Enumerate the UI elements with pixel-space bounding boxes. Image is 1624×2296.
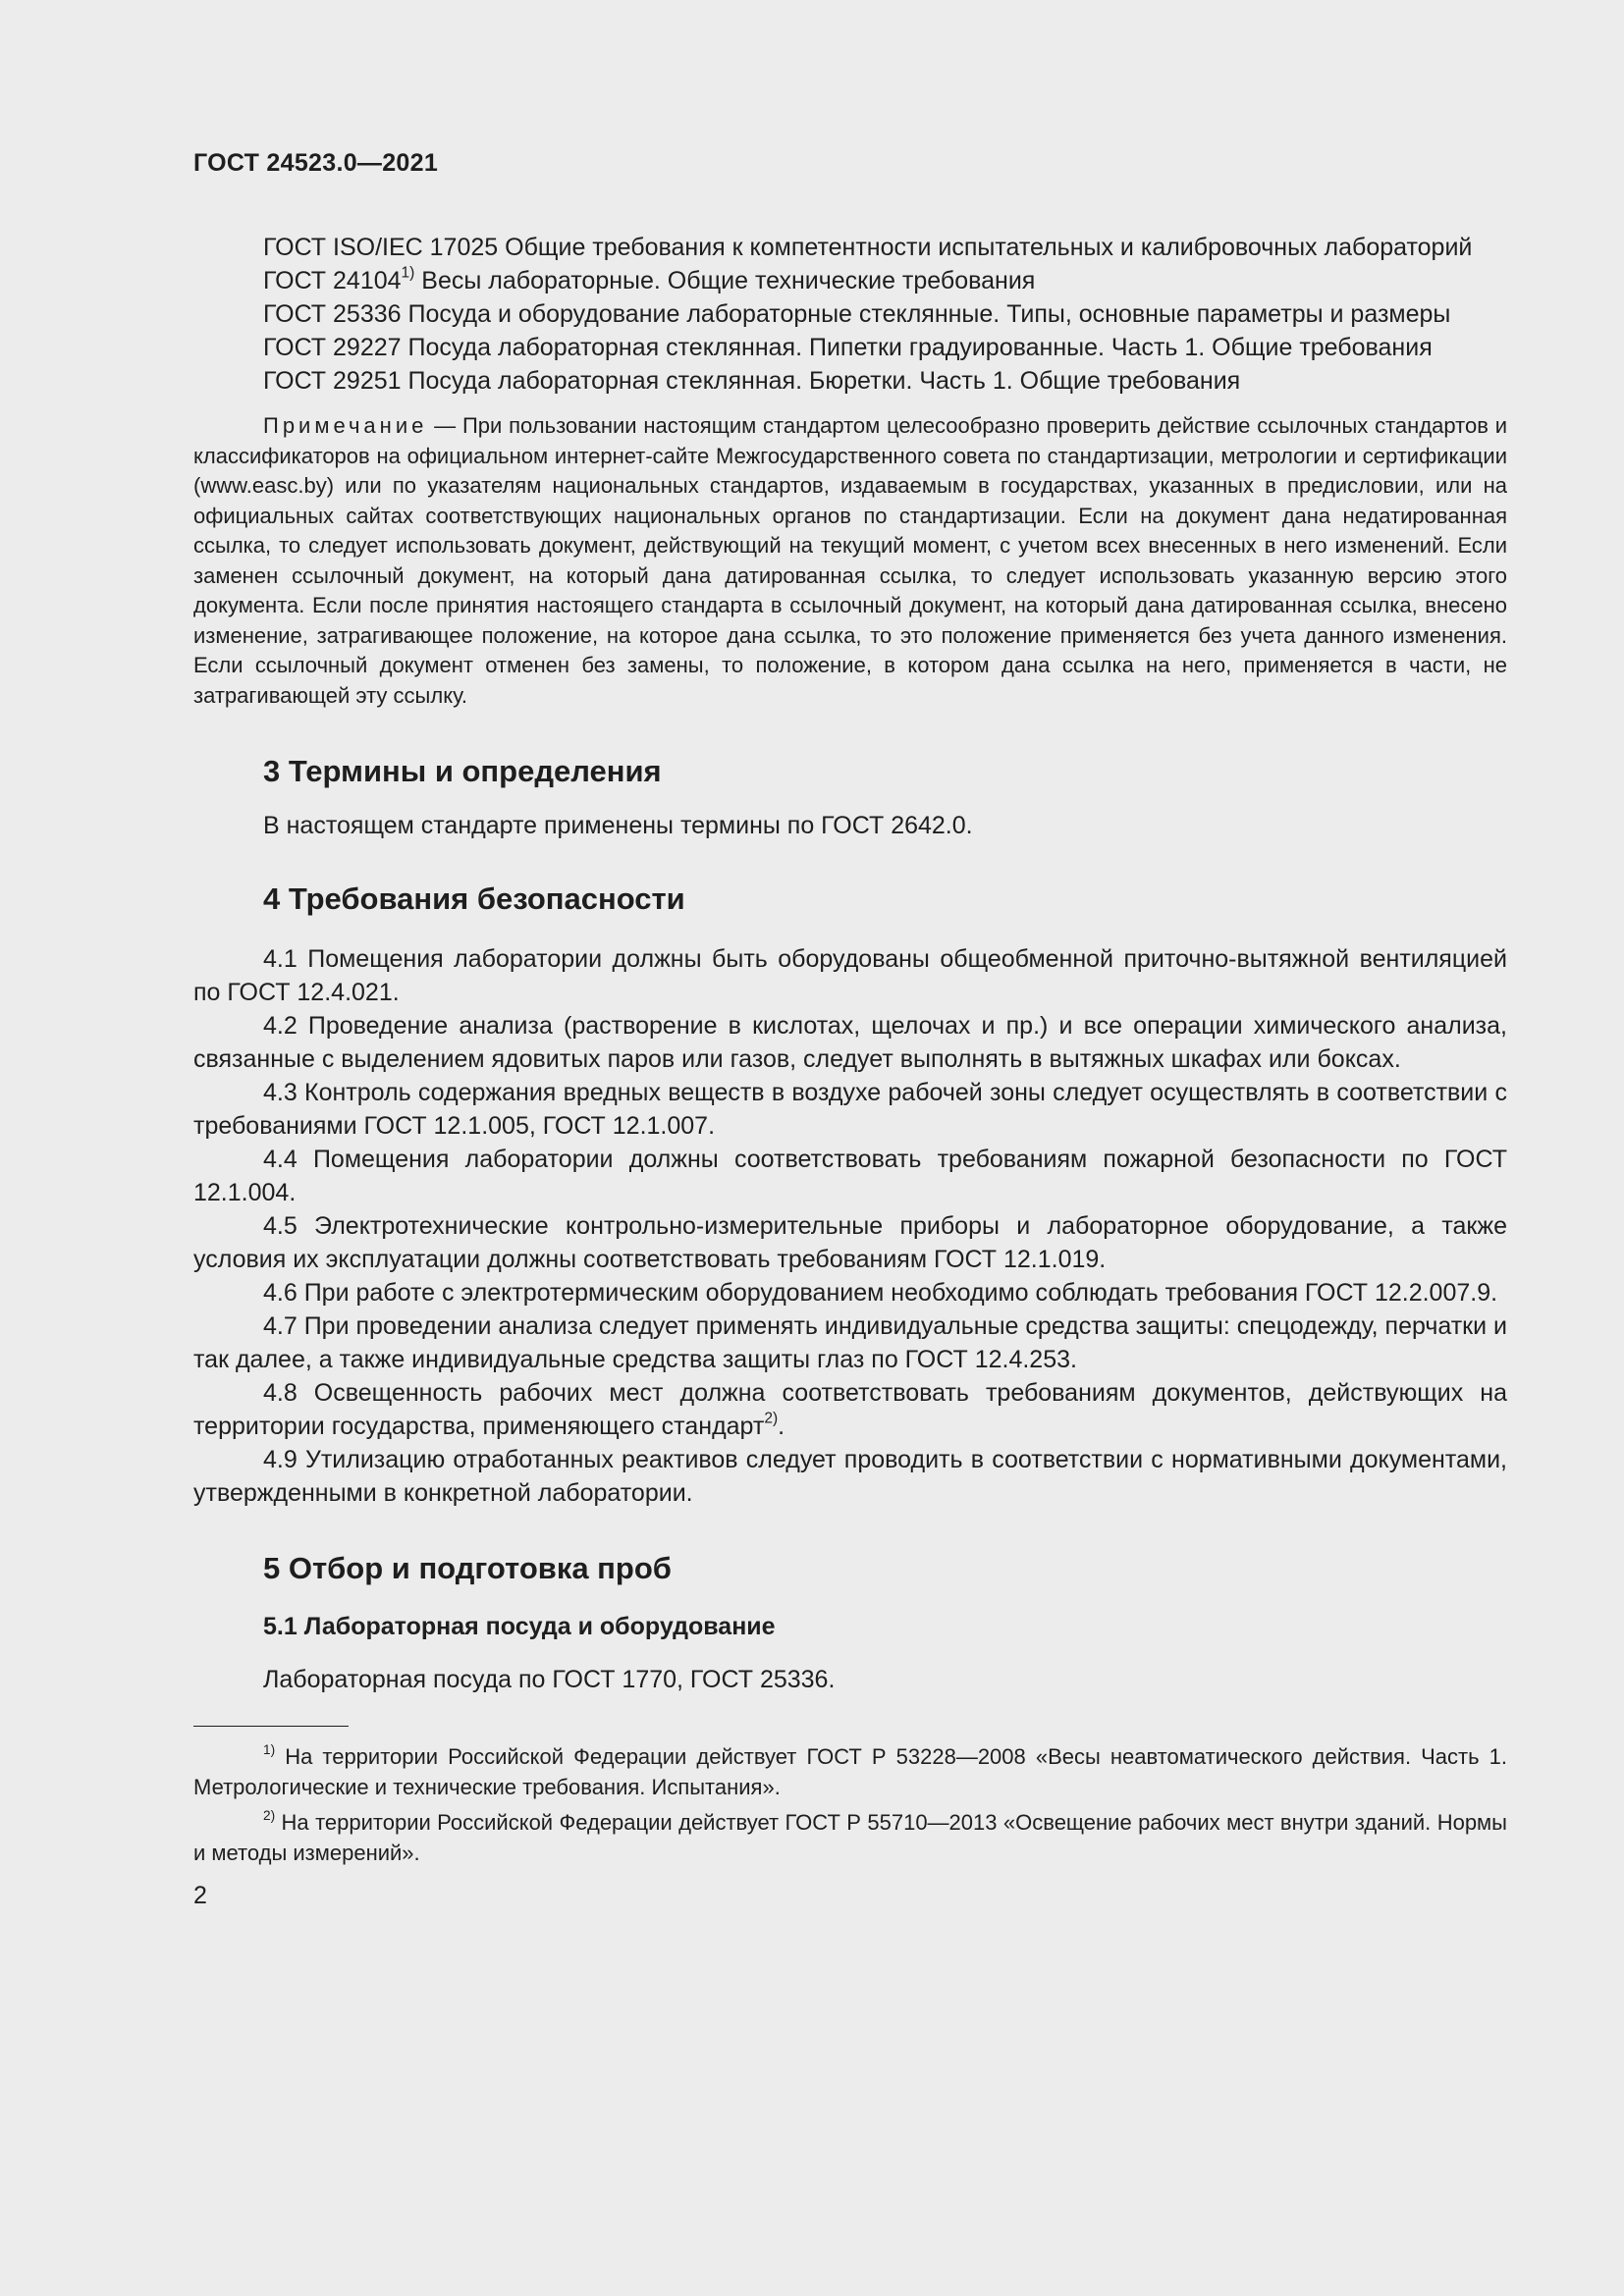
- subsection-5-1-text: Лабораторная посуда по ГОСТ 1770, ГОСТ 25336.: [263, 1666, 836, 1693]
- reference-item: [193, 364, 1507, 398]
- footnote-mark: 2): [764, 1410, 779, 1427]
- note-text: — При пользовании настоящим стандартом целесообразно проверить действие ссылочных стандартов и классификаторов на официальном интернет-сайте Межгосударственного совета по стандартизации, метрологии и сертификации (www.easc.by) или по указателям национальных стандартов, издаваемым в государствах, указанных в предисловии, или на официальных сайтах соответствующих национальных органов по стандартизации. Если на документ дана недатированная ссылка, то следует использовать документ, действующий на текущий момент, с учетом всех внесенных в него изменений. Если заменен ссылочный документ, на который дана датированная ссылка, то следует использовать указанную версию этого документа. Если после принятия настоящего стандарта в ссылочный документ, на который дана датированная ссылка, внесено изменение, затрагивающее положение, на которое дана ссылка, то это положение применяется без учета данного изменения. Если ссылочный документ отменен без замены, то положение, в котором дана ссылка на него, применяется в части, не затрагивающей эту ссылку.: [193, 413, 1507, 708]
- footnote-separator: [193, 1726, 349, 1727]
- reference-title: Весы лабораторные. Общие технические требования: [421, 267, 1036, 294]
- note-paragraph: [193, 411, 1507, 711]
- normative-references: [193, 231, 1507, 398]
- reference-title: Посуда и оборудование лабораторные стеклянные. Типы, основные параметры и размеры: [407, 300, 1451, 328]
- clause-text: 4.8 Освещенность рабочих мест должна соответствовать требованиям документов, действующих на территории государства, применяющего стандарт: [193, 1379, 1507, 1440]
- page-number: 2: [193, 1882, 207, 1909]
- section-3-title: 3 Термины и определения: [263, 754, 662, 788]
- reference-code: ГОСТ 29227: [263, 334, 402, 361]
- section-4-items: [193, 942, 1507, 1510]
- clause-4-6: 4.6 При работе с электротермическим оборудованием необходимо соблюдать требования ГОСТ 12.2.007.9.: [263, 1279, 1498, 1307]
- reference-code: ГОСТ 25336: [263, 300, 402, 328]
- footnote-2: [193, 1808, 1507, 1868]
- clause-4-7: 4.7 При проведении анализа следует применять индивидуальные средства защиты: спецодежду, перчатки и так далее, а также индивидуальные средства защиты глаз по ГОСТ 12.4.253.: [193, 1312, 1507, 1373]
- clause-4-1: 4.1 Помещения лаборатории должны быть оборудованы общеобменной приточно-вытяжной вентиляцией по ГОСТ 12.4.021.: [193, 945, 1507, 1006]
- clause-4-3: 4.3 Контроль содержания вредных веществ в воздухе рабочей зоны следует осуществлять в соответствии с требованиями ГОСТ 12.1.005, ГОСТ 12.1.007.: [193, 1079, 1507, 1140]
- footnotes: [193, 1742, 1507, 1868]
- document-header: ГОСТ 24523.0—2021: [193, 149, 439, 177]
- clause-4-8: [193, 1376, 1507, 1443]
- subsection-5-1-title: 5.1 Лабораторная посуда и оборудование: [263, 1613, 776, 1640]
- reference-item: [193, 297, 1507, 331]
- footnote-mark: 1): [263, 1741, 276, 1757]
- reference-item: [193, 264, 1507, 297]
- reference-title: Посуда лабораторная стеклянная. Бюретки. Часть 1. Общие требования: [407, 367, 1241, 395]
- reference-title: Общие требования к компетентности испытательных и калибровочных лабораторий: [505, 234, 1473, 261]
- section-4-title: 4 Требования безопасности: [263, 881, 685, 916]
- footnote-mark: 1): [401, 264, 415, 282]
- reference-code: ГОСТ 24104: [263, 267, 402, 294]
- reference-item: [193, 231, 1507, 264]
- reference-item: [193, 331, 1507, 364]
- clause-4-9: 4.9 Утилизацию отработанных реактивов следует проводить в соответствии с нормативными документами, утвержденными в конкретной лаборатории.: [193, 1446, 1507, 1507]
- footnote-text: На территории Российской Федерации действует ГОСТ Р 53228—2008 «Весы неавтоматического действия. Часть 1. Метрологические и технические требования. Испытания».: [193, 1744, 1507, 1799]
- footnote-1: [193, 1742, 1507, 1802]
- section-3-text: В настоящем стандарте применены термины по ГОСТ 2642.0.: [263, 812, 973, 839]
- note-label: Примечание: [263, 413, 428, 438]
- section-5-title: 5 Отбор и подготовка проб: [263, 1551, 672, 1585]
- reference-code: ГОСТ 29251: [263, 367, 402, 395]
- clause-4-5: 4.5 Электротехнические контрольно-измерительные приборы и лабораторное оборудование, а также условия их эксплуатации должны соответствовать требованиям ГОСТ 12.1.019.: [193, 1212, 1507, 1273]
- clause-tail: .: [778, 1413, 785, 1440]
- clause-4-4: 4.4 Помещения лаборатории должны соответствовать требованиям пожарной безопасности по ГОСТ 12.1.004.: [193, 1146, 1507, 1206]
- clause-4-2: 4.2 Проведение анализа (растворение в кислотах, щелочах и пр.) и все операции химического анализа, связанные с выделением ядовитых паров или газов, следует выполнять в вытяжных шкафах или боксах.: [193, 1012, 1507, 1073]
- footnote-text: На территории Российской Федерации действует ГОСТ Р 55710—2013 «Освещение рабочих мест внутри зданий. Нормы и методы измерений».: [193, 1810, 1507, 1865]
- footnote-mark: 2): [263, 1807, 276, 1823]
- reference-code: ГОСТ ISO/IEC 17025: [263, 234, 499, 261]
- reference-title: Посуда лабораторная стеклянная. Пипетки градуированные. Часть 1. Общие требования: [407, 334, 1433, 361]
